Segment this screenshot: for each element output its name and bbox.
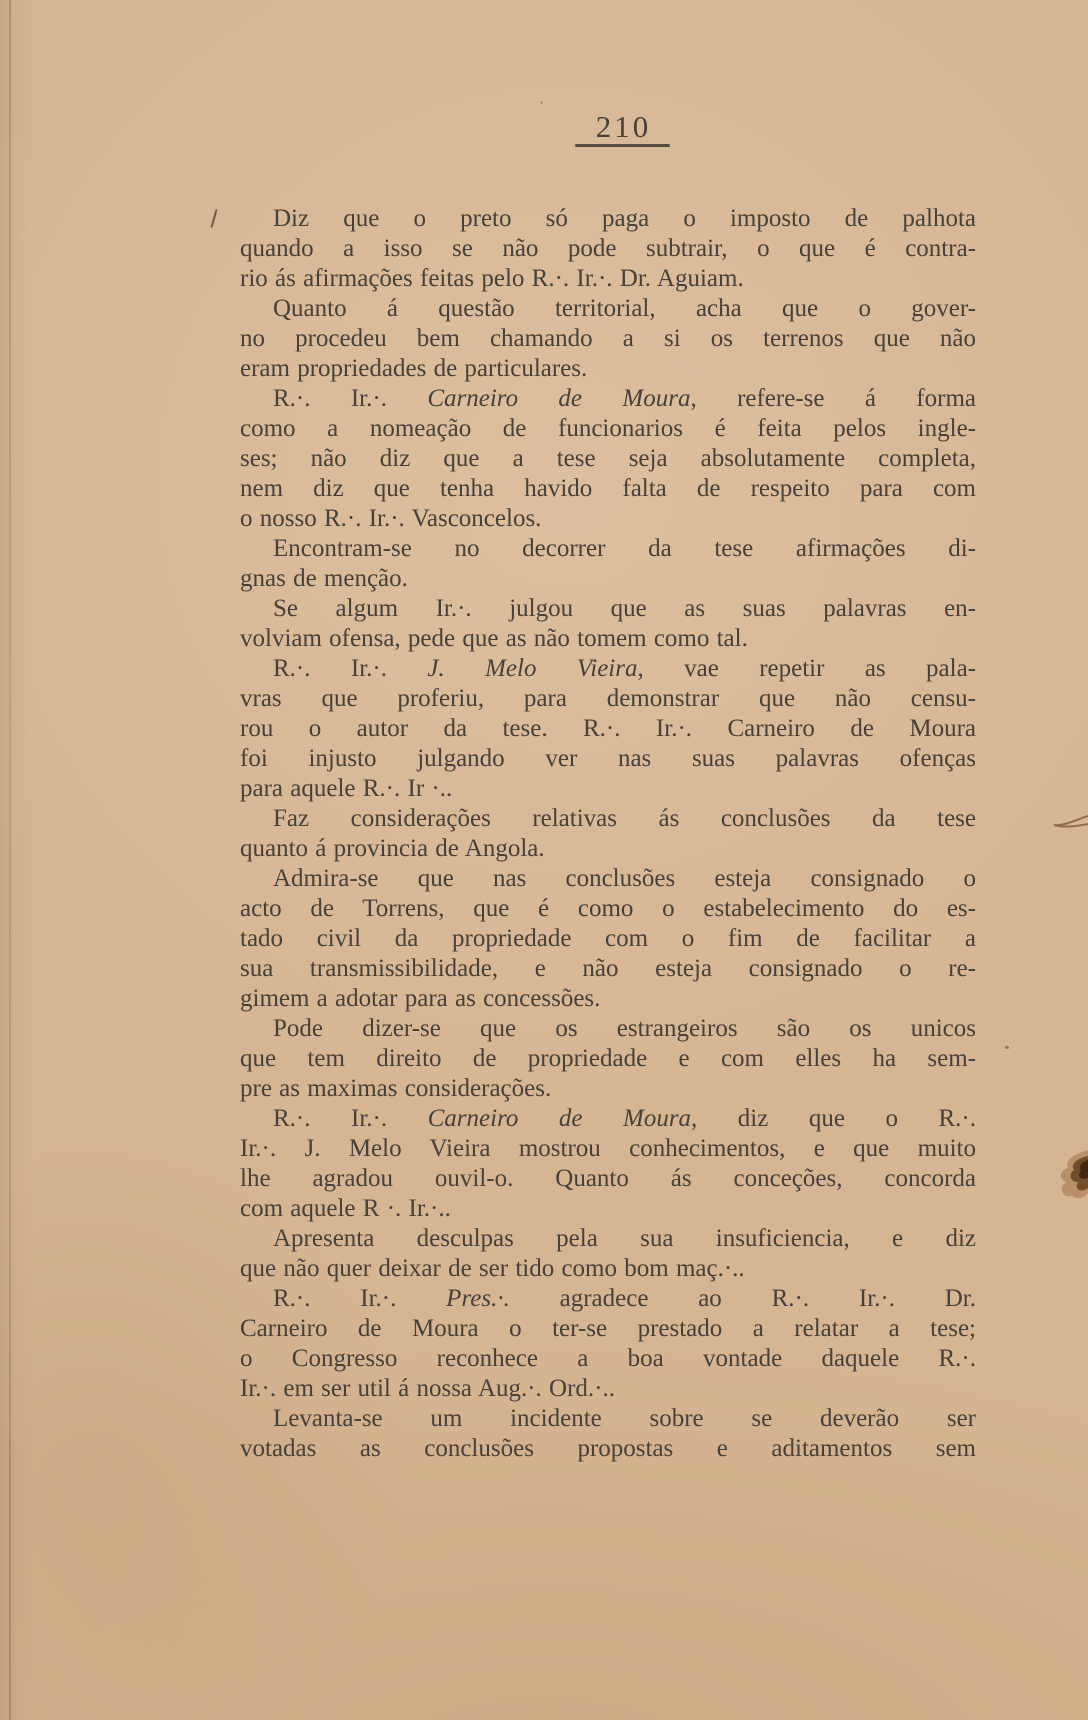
text-segment: que não quer deixar de ser tido como bom maç.·.. [240, 1255, 745, 1282]
text-segment: Pode dizer-se que os estrangeiros são os unicos [273, 1015, 976, 1042]
text-segment: ses; não diz que a tese seja absolutamente completa, [240, 445, 976, 472]
text-line [240, 534, 976, 564]
text-line [240, 474, 976, 504]
text-line [240, 654, 976, 684]
text-line [240, 1254, 976, 1284]
text-line [240, 1224, 976, 1254]
text-segment: R.·. Ir.·. [273, 1285, 447, 1312]
paragraph [240, 1404, 976, 1464]
text-line [240, 354, 976, 384]
text-segment: quando a isso se não pode subtrair, o que é contra- [240, 235, 976, 262]
italic-name: J. Melo Vieira [427, 655, 638, 682]
text-line [240, 294, 976, 324]
text-segment: para aquele R.·. Ir ·.. [240, 775, 453, 802]
text-line [240, 264, 976, 294]
text-segment: tado civil da propriedade com o fim de facilitar a [240, 925, 976, 952]
text-segment: no procedeu bem chamando a si os terrenos que não [240, 325, 976, 352]
text-segment: o nosso R.·. Ir.·. Vasconcelos. [240, 505, 542, 532]
text-line [240, 1344, 976, 1374]
text-line [240, 594, 976, 624]
text-segment: vras que proferiu, para demonstrar que não censu- [240, 685, 976, 712]
text-segment: Levanta-se um incidente sobre se deverão ser [273, 1405, 976, 1432]
text-line [240, 564, 976, 594]
text-segment: rio ás afirmações feitas pelo R.·. Ir.·. Dr. Aguiam. [240, 265, 744, 292]
text-line [240, 504, 976, 534]
italic-name: Pres.·. [446, 1285, 510, 1312]
text-segment: lhe agradou ouvil-o. Quanto ás conceções, concorda [240, 1165, 976, 1192]
text-segment: Encontram-se no decorrer da tese afirmações di- [273, 535, 976, 562]
text-segment: volviam ofensa, pede que as não tomem como tal. [240, 625, 748, 652]
text-line [240, 684, 976, 714]
italic-name: Carneiro de Moura [427, 1105, 692, 1132]
text-line [240, 834, 976, 864]
text-segment: rou o autor da tese. R.·. Ir.·. Carneiro de Moura [240, 715, 976, 742]
text-line [240, 774, 976, 804]
text-line [240, 1404, 976, 1434]
text-line [240, 1164, 976, 1194]
text-line [240, 714, 976, 744]
paragraph [240, 1284, 976, 1404]
text-segment: quanto á provincia de Angola. [240, 835, 545, 862]
text-segment: votadas as conclusões propostas e aditamentos sem [240, 1435, 976, 1462]
paragraph [240, 534, 976, 594]
text-segment: Admira-se que nas conclusões esteja consignado o [273, 865, 976, 892]
text-segment: agradece ao R.·. Ir.·. Dr. [509, 1285, 976, 1312]
text-segment: como a nomeação de funcionarios é feita pelos ingle- [240, 415, 976, 442]
text-block [240, 204, 976, 1464]
scratch-mark [1050, 810, 1088, 840]
paragraph [240, 594, 976, 654]
paper-speck [540, 101, 543, 104]
text-segment: gimem a adotar para as concessões. [240, 985, 601, 1012]
text-segment: sua transmissibilidade, e não esteja consignado o re- [240, 955, 976, 982]
text-line [240, 624, 976, 654]
paragraph [240, 384, 976, 534]
text-segment: Ir.·. em ser util á nossa Aug.·. Ord.·.. [240, 1375, 615, 1402]
text-line [240, 744, 976, 774]
text-line [240, 1044, 976, 1074]
text-line [240, 324, 976, 354]
text-segment: Diz que o preto só paga o imposto de palhota [273, 205, 976, 232]
text-segment: Faz considerações relativas ás conclusões da tese [273, 805, 976, 832]
text-line [240, 984, 976, 1014]
text-segment: o Congresso reconhece a boa vontade daquele R.·. [240, 1345, 976, 1372]
text-segment: com aquele R ·. Ir.·.. [240, 1195, 451, 1222]
text-segment: , diz que o R.·. [691, 1105, 976, 1132]
text-segment: Ir.·. J. Melo Vieira mostrou conhecimentos, e que muito [240, 1135, 976, 1162]
text-segment: foi injusto julgando ver nas suas palavras ofenças [240, 745, 976, 772]
text-segment: gnas de menção. [240, 565, 408, 592]
text-line [240, 1434, 976, 1464]
text-segment: eram propriedades de particulares. [240, 355, 588, 382]
italic-name: Carneiro de Moura [427, 385, 691, 412]
text-segment: nem diz que tenha havido falta de respeito para com [240, 475, 976, 502]
text-segment: Quanto á questão territorial, acha que o gover- [273, 295, 976, 322]
text-segment: acto de Torrens, que é como o estabelecimento do es- [240, 895, 976, 922]
text-line [240, 1284, 976, 1314]
paragraph [240, 864, 976, 1014]
text-segment: R.·. Ir.·. [273, 655, 428, 682]
text-line [240, 1014, 976, 1044]
paper-speck [1005, 1046, 1009, 1049]
text-segment: pre as maximas considerações. [240, 1075, 552, 1102]
text-segment: Carneiro de Moura o ter-se prestado a relatar a tese; [240, 1315, 976, 1342]
text-line [240, 204, 976, 234]
paragraph [240, 804, 976, 864]
text-line [240, 894, 976, 924]
text-segment: Apresenta desculpas pela sua insuficiencia, e diz [273, 1225, 976, 1252]
text-line [240, 1104, 976, 1134]
text-line [240, 804, 976, 834]
paragraph [240, 654, 976, 804]
text-line [240, 1194, 976, 1224]
text-line [240, 954, 976, 984]
text-line [240, 384, 976, 414]
paragraph [240, 1224, 976, 1284]
text-segment: , refere-se á forma [690, 385, 976, 412]
paragraph [240, 1014, 976, 1104]
page-number-rule [575, 144, 670, 147]
paper-crease [9, 0, 11, 1720]
text-segment: R.·. Ir.·. [273, 385, 428, 412]
text-segment: , vae repetir as pala- [637, 655, 976, 682]
text-line [240, 234, 976, 264]
text-line [240, 1134, 976, 1164]
text-line [240, 1074, 976, 1104]
text-line [240, 864, 976, 894]
text-line [240, 1314, 976, 1344]
text-segment: que tem direito de propriedade e com elles ha sem- [240, 1045, 976, 1072]
text-segment: R.·. Ir.·. [273, 1105, 428, 1132]
paragraph [240, 294, 976, 384]
paragraph [240, 1104, 976, 1224]
text-line [240, 414, 976, 444]
ink-slash-mark [210, 209, 217, 228]
ink-stain [1052, 1148, 1088, 1208]
text-line [240, 444, 976, 474]
page-number: 210 [595, 109, 652, 144]
text-line [240, 1374, 976, 1404]
text-line [240, 924, 976, 954]
paragraph [240, 204, 976, 294]
text-segment: Se algum Ir.·. julgou que as suas palavras en- [273, 595, 976, 622]
